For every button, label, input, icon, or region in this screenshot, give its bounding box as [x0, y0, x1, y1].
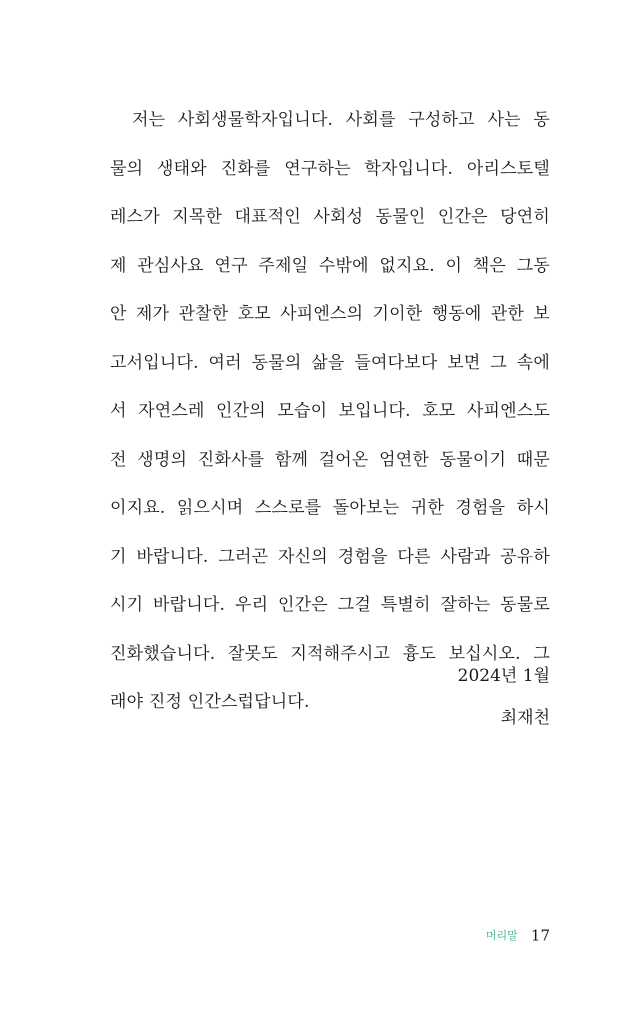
preface-line: 전 생명의 진화사를 함께 걸어온 엄연한 동물이기 때문: [110, 449, 550, 470]
preface-line: 고서입니다. 여러 동물의 삶을 들여다보다 보면 그 속에: [110, 352, 550, 373]
preface-body: [110, 101, 550, 732]
preface-line: 제 관심사요 연구 주제일 수밖에 없지요. 이 책은 그동: [110, 255, 550, 276]
preface-line: 레스가 지목한 대표적인 사회성 동물인 인간은 당연히: [110, 207, 550, 227]
preface-line: 래야 진정 인간스럽답니다.: [110, 692, 310, 712]
preface-line: 물의 생태와 진화를 연구하는 학자입니다. 아리스토텔: [110, 158, 550, 179]
preface-line: 시기 바랍니다. 우리 인간은 그걸 특별히 잘하는 동물로: [110, 595, 550, 615]
page-footer: [486, 924, 550, 947]
preface-line: 이지요. 읽으시며 스스로를 돌아보는 귀한 경험을 하시: [110, 498, 550, 518]
preface-line: 진화했습니다. 잘못도 지적해주시고 흉도 보십시오. 그: [110, 643, 550, 664]
preface-line: 저는 사회생물학자입니다. 사회를 구성하고 사는 동: [132, 110, 550, 130]
preface-date: 2024년 1월: [457, 666, 550, 686]
page-number: 17: [530, 926, 550, 945]
section-label: 머리말: [485, 928, 518, 942]
preface-line: 서 자연스레 인간의 모습이 보입니다. 호모 사피엔스도: [110, 401, 550, 421]
preface-line: 안 제가 관찰한 호모 사피엔스의 기이한 행동에 관한 보: [110, 304, 550, 324]
preface-author: 최재천: [500, 708, 550, 728]
preface-line: 기 바랍니다. 그러곤 자신의 경험을 다른 사람과 공유하: [110, 546, 550, 567]
